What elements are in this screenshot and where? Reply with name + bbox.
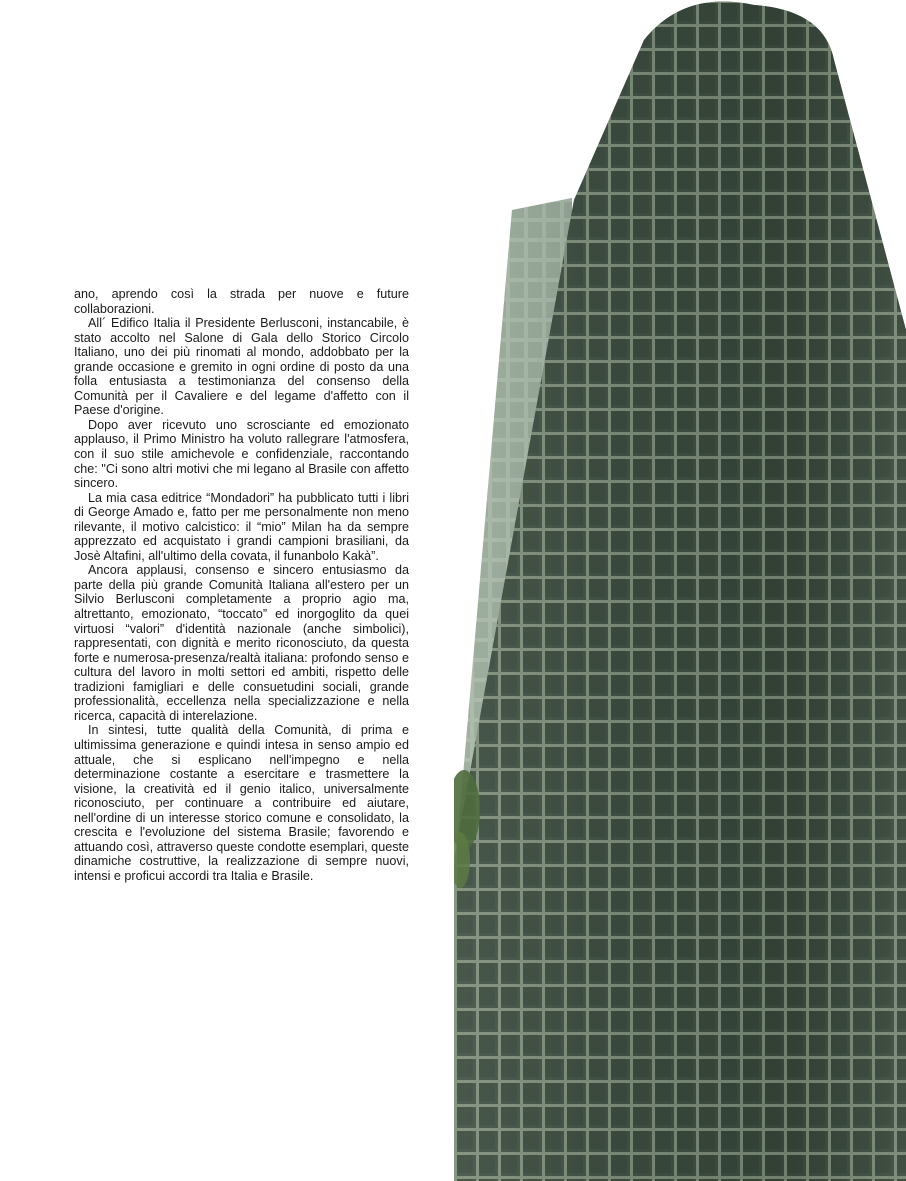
paragraph-4: La mia casa editrice “Mondadori” ha pubblicato tutti i libri di George Amado e, fatto per me personalmente non meno rilevante, il motivo calcistico: il “mio” Milan ha da sempre apprezzato ed acquistato i grandi campioni brasiliani, da Josè Altafini, all'ultimo della covata, il funanbolo Kakà”. — [74, 490, 409, 563]
paragraph-1: ano, aprendo così la strada per nuove e future collaborazioni. — [74, 287, 409, 316]
paragraph-2: All´ Edifico Italia il Presidente Berlusconi, instancabile, è stato accolto nel Salone di Gala dello Storico Circolo Italiano, uno dei più rinomati al mondo, addobbato per la grande occasione e gremito in ogni ordine di posto da una folla entusiasta a testimonianza del consenso della Comunità per il Cavaliere e del legame d'affetto con il Paese d'origine. — [74, 316, 409, 418]
tower-illustration — [454, 0, 906, 1181]
paragraph-3: Dopo aver ricevuto uno scrosciante ed emozionato applauso, il Primo Ministro ha voluto rallegrare l'atmosfera, con il suo stile amichevole e confidenziale, raccontando che: "Ci sono altri motivi che mi legano al Brasile con affetto sincero. — [74, 417, 409, 491]
article-body — [74, 287, 409, 883]
paragraph-5: Ancora applausi, consenso e sincero entusiasmo da parte della più grande Comunità Italiana all'estero per un Silvio Berlusconi completamente a proprio agio ma, altrettanto, emozionato, “toccato” ed inorgoglito da quei virtuosi “valori” d'identità nazionale (anche simbolici), rappresentati, con dignità e merito riconosciuto, da questa forte e numerosa-presenza/realtà italiana: profondo senso e cultura del lavoro in molti settori ed ambiti, rispetto delle tradizioni famigliari e delle consuetudini sociali, grande professionalità, eccellenza nella specializzazione e nella ricerca, capacità di interelazione. — [74, 563, 409, 723]
edificio-italia-photo — [454, 0, 906, 1181]
paragraph-6: In sintesi, tutte qualità della Comunità, di prima e ultimissima generazione e quindi intesa in senso ampio ed attuale, che si esplicano nell'impegno e nella determinazione costante a esercitare e trasmettere la visione, la creatività ed il genio italico, universalmente riconosciuto, per continuare a contribuire ed aiutare, nell'ordine di un interesse storico comune e consolidato, la crescita e l'evoluzione del sistema Brasile; favorendo e attuando così, attraverso queste condotte esemplari, queste dinamiche costruttive, la realizzazione di sempre nuovi, intensi e proficui accordi tra Italia e Brasile. — [74, 723, 409, 883]
tower-main-body — [454, 0, 906, 1181]
